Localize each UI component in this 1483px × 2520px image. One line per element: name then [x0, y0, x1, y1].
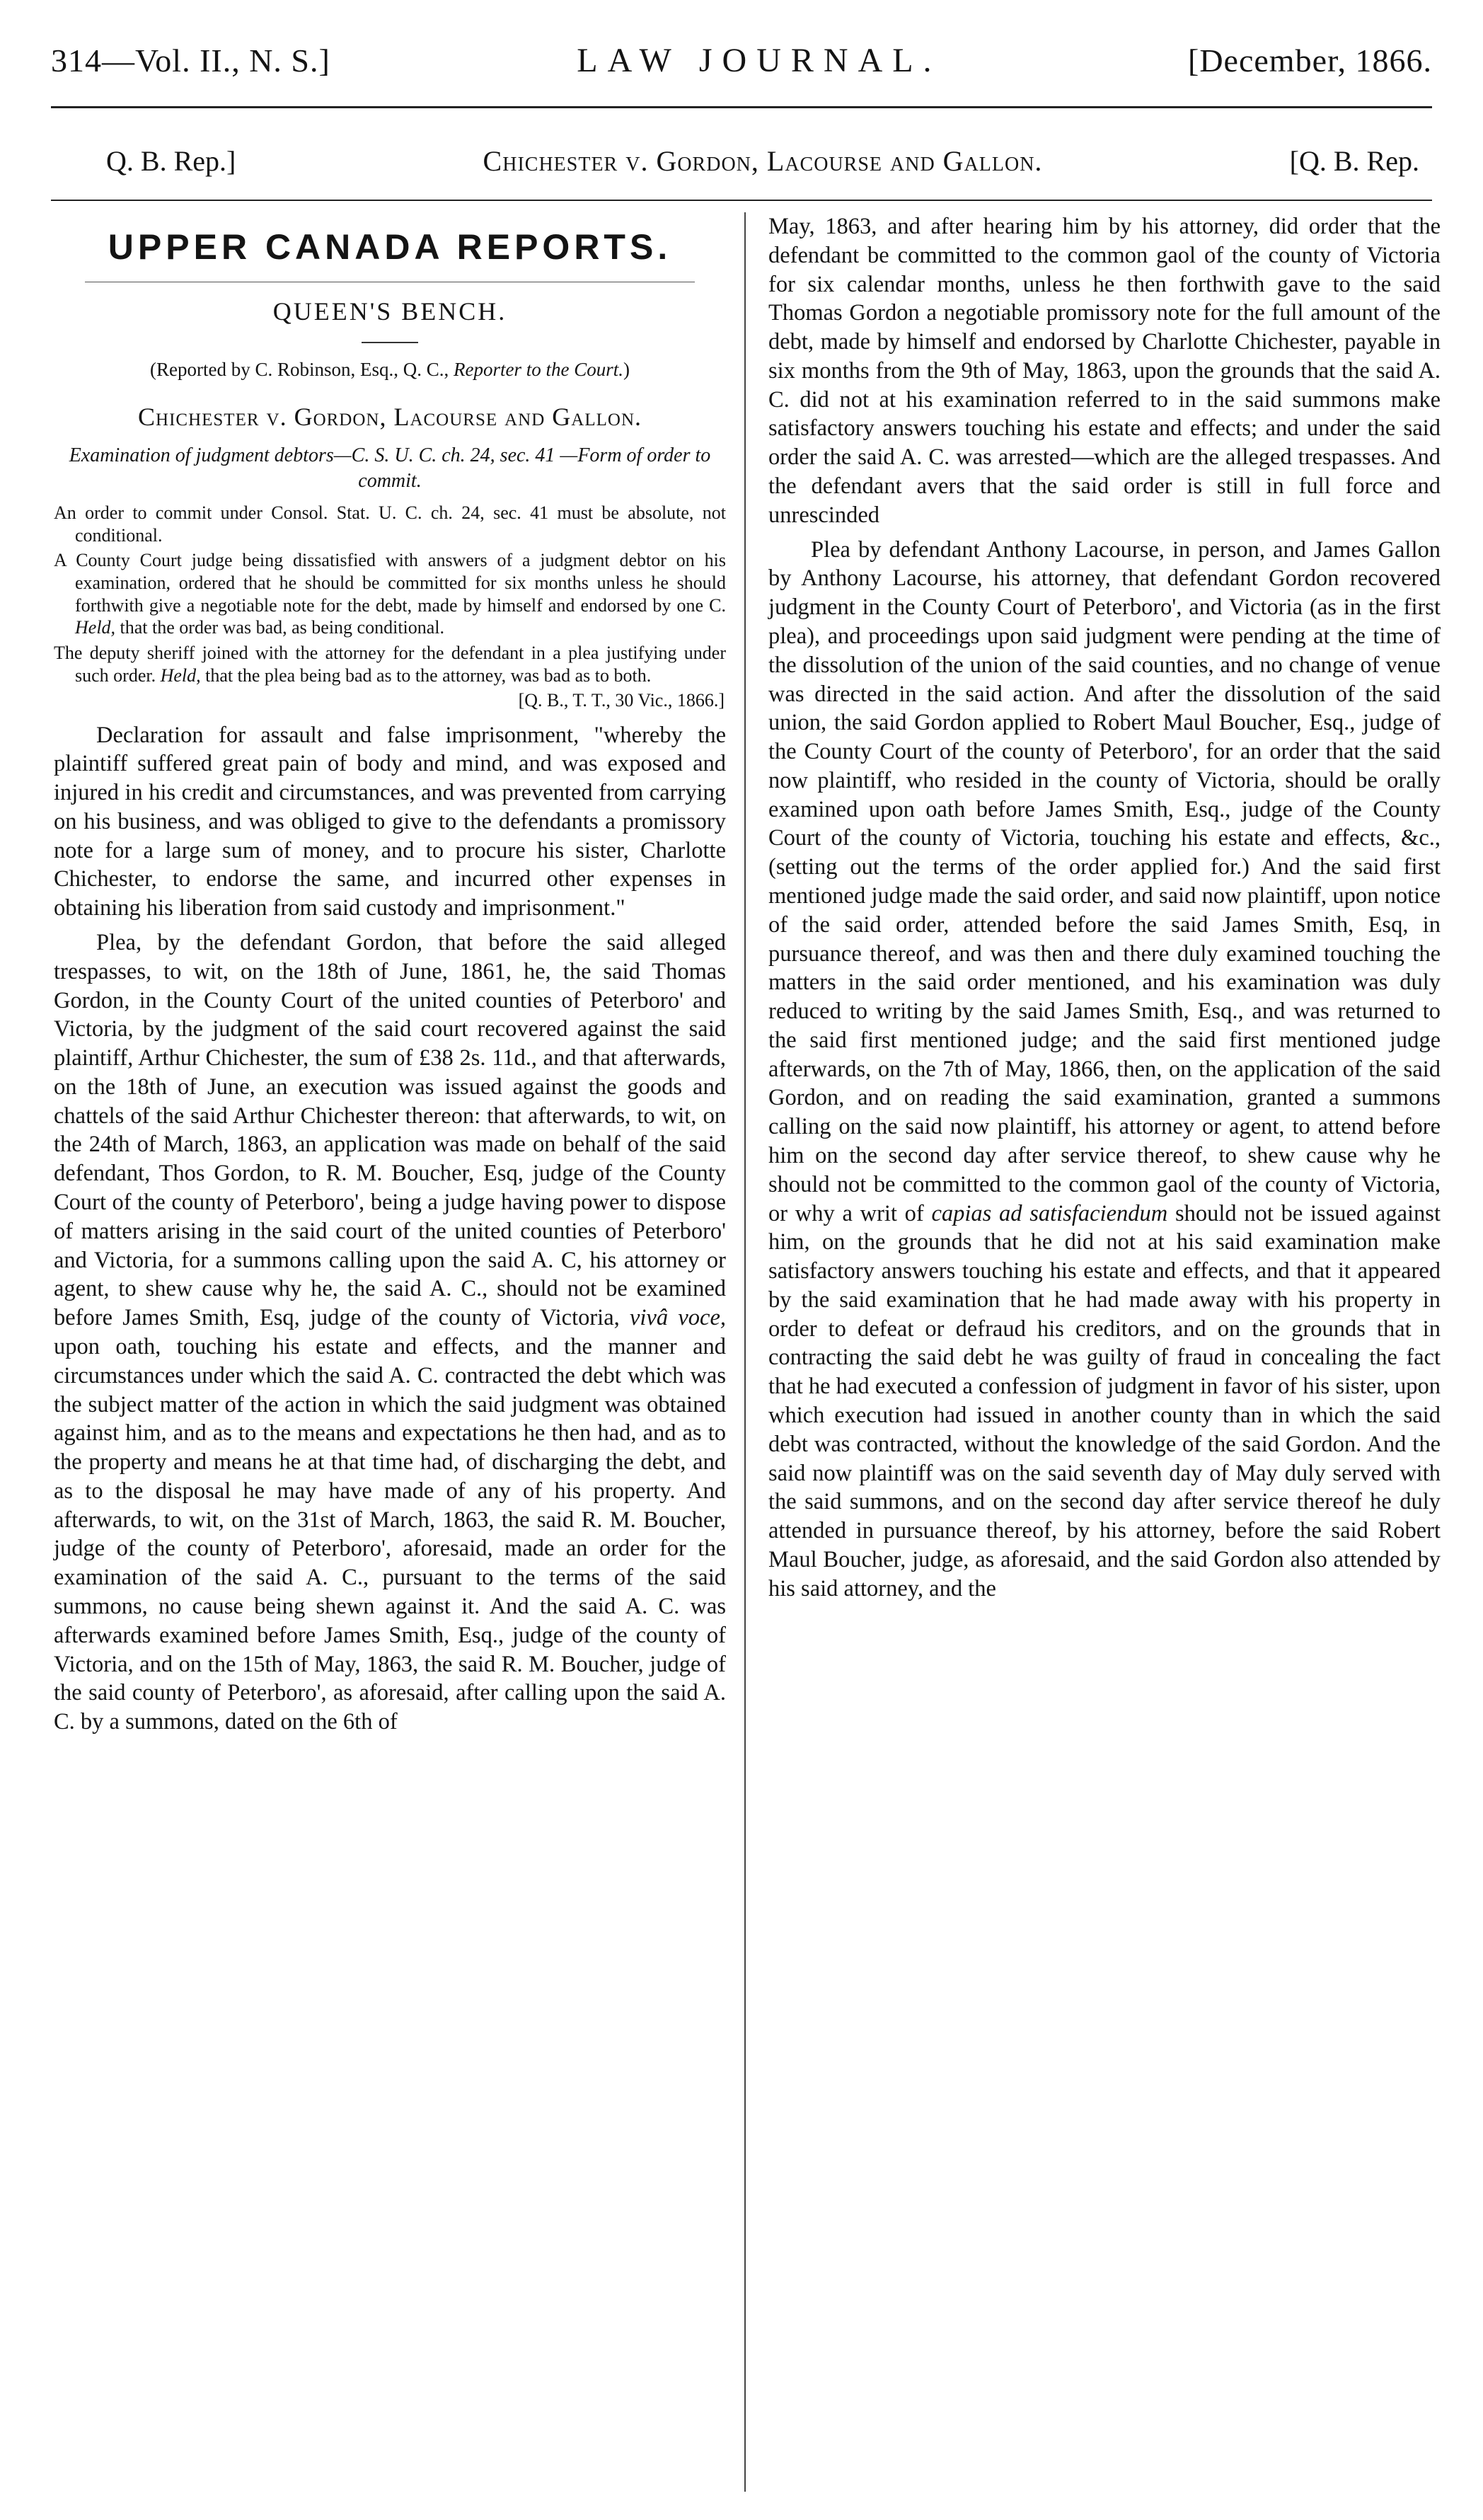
right-column	[766, 212, 1443, 2499]
second-plea-paragraph: Plea by defendant Anthony Lacourse, in person, and James Gallon by Anthony Lacourse, his attorney, that defendant Gordon recovered judgment in the County Court of Peterboro', and Victoria (as in the first plea), and proceedings upon said judgment were pending at the time of the dissolution of the union of the said counties, and no change of venue was directed in the said action. And after the dissolution of the said union, the said Gordon applied to Robert Maul Boucher, Esq., judge of the County Court of the county of Peterboro', for an order that the said now plaintiff, who resided in the county of Victoria, should be orally examined upon oath before James Smith, Esq., judge of the County Court of the county of Victoria, touching his estate and effects, &c., (setting out the terms of the order applied for.) And the said first mentioned judge made the said order, and said now plaintiff, upon notice of the said order, attended before the said James Smith, Esq, in pursuance thereof, and was then and there duly examined touching the matters in the said order mentioned, and his examination was duly reduced to writing by the said James Smith, Esq., and was returned to the said first mentioned judge; and the said first mentioned judge afterwards, on the 7th of May, 1866, then, on the application of the said Gordon, and on reading the said examination, granted a summons calling on the said now plaintiff, his attorney or agent, to attend before him on the second day after service thereof, to shew cause why he should not be committed to the common gaol of the county of Victoria, or why a writ of capias ad satisfaciendum should not be issued against him, on the grounds that he did not at his said examination make satisfactory answers touching his estate and effects, and that it appeared by the said examination that he had made away with his property in order to defeat or defraud his creditors, and on the grounds that in contracting the said debt he was guilty of fraud in concealing the fact that he had executed a confession of judgment in favor of his sister, upon which execution had issued in another county than in which the said debt was contracted, without the knowledge of the said Gordon. And the said now plaintiff was on the said seventh day of May duly served with the said summons, and on the second day after service thereof he duly attended in pursuance thereof, by his attorney, before the said Robert Maul Boucher, judge, as aforesaid, and the said Gordon also attended by his said attorney, and the	[768, 536, 1441, 1601]
court-name: QUEEN'S BENCH.	[272, 297, 507, 326]
headnote: A County Court judge being dissatisfied with answers of a judgment debtor on his examination, ordered that he should be committed for six months unless he should forthwith give a negotiable note for the debt, made by himself and endorsed by one C. Held, that the order was bad, as being conditional.	[54, 550, 726, 638]
section-title: UPPER CANADA REPORTS.	[108, 227, 672, 267]
court-abbrev-left: Q. B. Rep.]	[106, 144, 236, 177]
headnote: The deputy sheriff joined with the attorney for the defendant in a plea justifying under such order. Held, that the plea being bad as to the attorney, was bad as to both.	[54, 643, 726, 686]
issue-date: [December, 1866.	[1188, 42, 1432, 79]
court-rule	[362, 342, 418, 343]
case-running-title: Chichester v. Gordon, Lacourse and Gallon.	[483, 144, 1043, 177]
court-abbrev-right: [Q. B. Rep.	[1289, 144, 1419, 177]
running-head	[51, 21, 1432, 99]
headnote: An order to commit under Consol. Stat. U. C. ch. 24, sec. 41 must be absolute, not conditional.	[54, 502, 726, 546]
journal-title: LAW JOURNAL.	[577, 41, 942, 79]
reporter-credit: (Reported by C. Robinson, Esq., Q. C., Reporter to the Court.)	[150, 359, 630, 380]
case-running-head	[106, 136, 1419, 185]
plea-continuation-paragraph: May, 1863, and after hearing him by his attorney, did order that the defendant be committed to the common gaol of the county of Victoria for six calendar months, unless he then forthwith gave to the said Thomas Gordon a negotiable promissory note for the full amount of the debt, made by himself and endorsed by Charlotte Chichester, payable in six months from the 9th of May, 1863, upon the grounds that the said A. C. did not at his examination referred to in the said summons make satisfactory answers touching his estate and effects; and under the said order the said A. C. was arrested—which are the alleged trespasses. And the defendant avers that the said order is still in full force and unrescinded	[768, 214, 1441, 528]
subheader-rule	[51, 200, 1432, 201]
case-title: Chichester v. Gordon, Lacourse and Gallon.	[138, 403, 642, 431]
syllabus-heading: Examination of judgment debtors—C. S. U. C. ch. 24, sec. 41 —Form of order to commit.	[69, 444, 711, 493]
page-volume: 314—Vol. II., N. S.]	[51, 42, 330, 79]
column-divider	[744, 212, 746, 2492]
declaration-paragraph: Declaration for assault and false imprisonment, "whereby the plaintiff suffered great pain of body and mind, and was exposed and injured in his credit and circumstances, and was prevented from carrying on his business, and was obliged to give to the defendants a promissory note for a large sum of money, and to procure his sister, Charlotte Chichester, to endorse the same, and incurred other expenses in obtaining his liberation from said custody and imprisonment."	[54, 722, 726, 921]
plea-paragraph: Plea, by the defendant Gordon, that before the said alleged trespasses, to wit, on the 18th of June, 1861, he, the said Thomas Gordon, in the County Court of the united counties of Peterboro' and Victoria, by the judgment of the said court recovered against the said plaintiff, Arthur Chichester, the sum of £38 2s. 11d., and that afterwards, on the 18th of June, an execution was issued against the goods and chattels of the said Arthur Chichester thereon: that afterwards, to wit, on the 24th of March, 1863, an application was made on behalf of the said defendant, Thos Gordon, to R. M. Boucher, Esq, judge of the County Court of the county of Peterboro', being a judge having power to dispose of matters arising in the said court of the united counties of Peterboro' and Victoria, for a summons calling upon the said A. C, his attorney or agent, to shew cause why he, the said A. C., should not be examined before James Smith, Esq, judge of the county of Victoria, vivâ voce, upon oath, touching his estate and effects, and the manner and circumstances under which the said A. C. contracted the debt which was the subject matter of the action in which the said judgment was obtained against him, and as to the means and expectations he then had, and as to the property and means he at that time had, of discharging the debt, and as to the disposal he may have made of any of his property. And afterwards, to wit, on the 31st of March, 1863, the said R. M. Boucher, judge of the county of Peterboro', aforesaid, made an order for the examination of the said A. C., pursuant to the terms of the said summons, no cause being shewn against it. And the said A. C. was afterwards examined before James Smith, Esq., judge of the county of Victoria, and on the 15th of May, 1863, the said R. M. Boucher, judge of the said county of Peterboro', as aforesaid, after calling upon the said A. C. by a summons, dated on the 6th of	[54, 930, 726, 1735]
term-citation: [Q. B., T. T., 30 Vic., 1866.]	[518, 689, 725, 710]
header-rule	[51, 106, 1432, 108]
left-column	[51, 212, 729, 2499]
